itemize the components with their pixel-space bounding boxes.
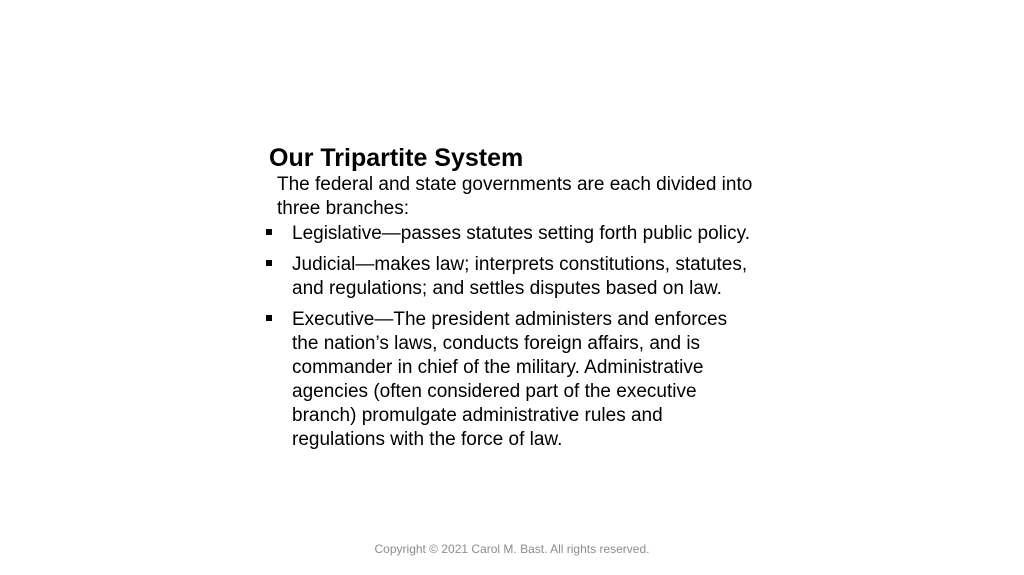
bullet-text: Judicial—makes law; interprets constitutions, statutes, and regulations; and settles disputes based on law.	[292, 254, 748, 299]
square-bullet-icon	[266, 229, 272, 235]
bullet-item-legislative	[262, 222, 752, 246]
bullet-list	[262, 222, 752, 459]
bullet-text: Legislative—passes statutes setting forth public policy.	[292, 223, 750, 244]
bullet-item-judicial	[262, 253, 752, 301]
intro-text: The federal and state governments are each divided into three branches:	[277, 174, 753, 219]
square-bullet-icon	[266, 260, 272, 266]
bullet-text: Executive—The president administers and enforces the nation’s laws, conducts foreign affairs, and is commander in chief of the military. Administrative agencies (often considered part of the executive branch) promulgate administrative rules and regulations with the force of law.	[292, 309, 728, 450]
slide-title: Our Tripartite System	[269, 144, 524, 172]
bullet-item-executive	[262, 308, 752, 452]
square-bullet-icon	[266, 315, 272, 321]
copyright-footer: Copyright © 2021 Carol M. Bast. All rights reserved.	[374, 542, 650, 556]
